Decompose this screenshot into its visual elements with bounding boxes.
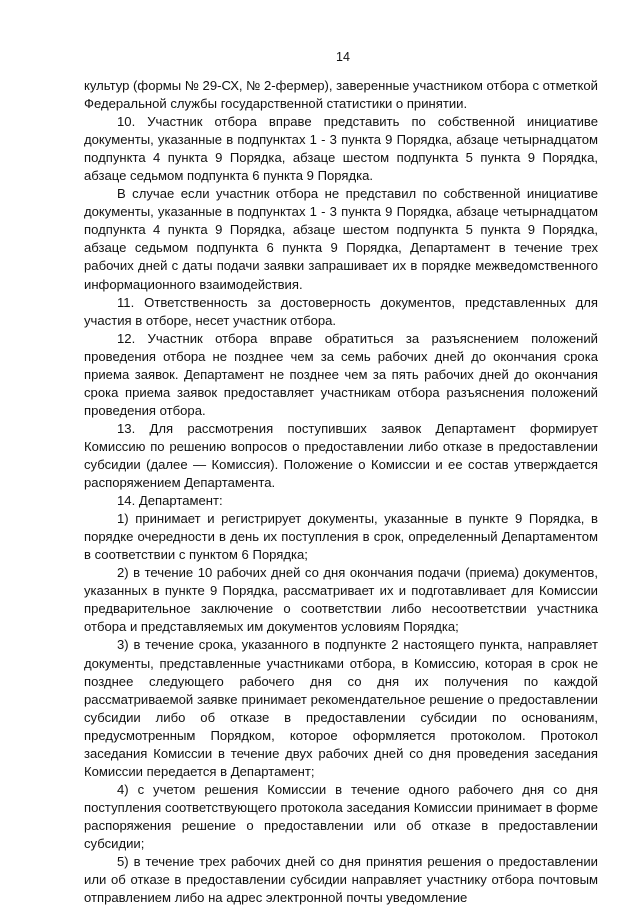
- paragraph-item-10: 10. Участник отбора вправе представить по собственной инициативе документы, указанные в подпунктах 1 - 3 пункта 9 Порядка, абзаце четырнадцатом подпункта 4 пункта 9 Порядка, абзаце шестом подпункта 5 пункта 9 Порядка, абзаце седьмом подпункта 6 пункта 9 Порядка.: [84, 114, 598, 184]
- paragraph-continuation: культур (формы № 29-СХ, № 2-фермер), заверенные участником отбора с отметкой Федеральной службы государственной статистики о принятии.: [84, 78, 598, 112]
- page-number: 14: [336, 50, 350, 64]
- paragraph-item-13: 13. Для рассмотрения поступивших заявок Департамент формирует Комиссию по решению вопросов о предоставлении либо отказе в предоставлении субсидии (далее — Комиссия). Положение о Комиссии и ее состав утверждается распоряжением Департамента.: [84, 420, 598, 491]
- paragraph-subitem-3: 3) в течение срока, указанного в подпункте 2 настоящего пункта, направляет документы, представленные участниками отбора, в Комиссию, которая в срок не позднее следующего рабочего дня со дня их получения по каждой рассматриваемой заявке принимает рекомендательное решение о предоставлении субсидии либо об отказе в предоставлении субсидии по основаниям, предусмотренным Порядком, которое оформляется протоколом. Протокол заседания Комиссии в течение двух рабочих дней со дня проведения заседания Комиссии передается в Департамент;: [84, 637, 598, 779]
- paragraph-subitem-5: 5) в течение трех рабочих дней со дня принятия решения о предоставлении или об отказе в предоставлении субсидии направляет участнику отбора почтовым отправлением либо на адрес электронной почты уведомление: [84, 854, 598, 906]
- paragraph-subitem-2: 2) в течение 10 рабочих дней со дня окончания подачи (приема) документов, указанных в пункте 9 Порядка, рассматривает их и подготавливает для Комиссии предварительное заключение о соответствии либо несоответствии участника отбора и представляемых им документов условиям Порядка;: [84, 565, 598, 635]
- paragraph-subitem-1: 1) принимает и регистрирует документы, указанные в пункте 9 Порядка, в порядке очередности в день их поступления в срок, определенный Департаментом в соответствии с пунктом 6 Порядка;: [84, 511, 598, 563]
- paragraph-item-11: 11. Ответственность за достоверность документов, представленных для участия в отборе, несет участник отбора.: [84, 294, 598, 328]
- paragraph-item-12: 12. Участник отбора вправе обратиться за разъяснением положений проведения отбора не позднее чем за семь рабочих дней до окончания срока приема заявок. Департамент не позднее чем за пять рабочих дней до окончания срока приема заявок предоставляет участникам отбора разъяснения положений проведения отбора.: [84, 330, 598, 418]
- paragraph-item-10-case: В случае если участник отбора не представил по собственной инициативе документы, указанные в подпунктах 1 - 3 пункта 9 Порядка, абзаце четырнадцатом подпункта 4 пункта 9 Порядка, абзаце шестом подпункта 5 пункта 9 Порядка, абзаце седьмом подпункта 6 пункта 9 Порядка, Департамент в течение трех рабочих дней с даты подачи заявки запрашивает их в порядке межведомственного информационного взаимодействия.: [84, 186, 598, 292]
- paragraph-item-14: 14. Департамент:: [117, 493, 223, 509]
- paragraph-subitem-4: 4) с учетом решения Комиссии в течение одного рабочего дня со дня поступления соответствующего протокола заседания Комиссии принимает в форме распоряжения решение о предоставлении или об отказе в предоставлении субсидии;: [84, 781, 598, 851]
